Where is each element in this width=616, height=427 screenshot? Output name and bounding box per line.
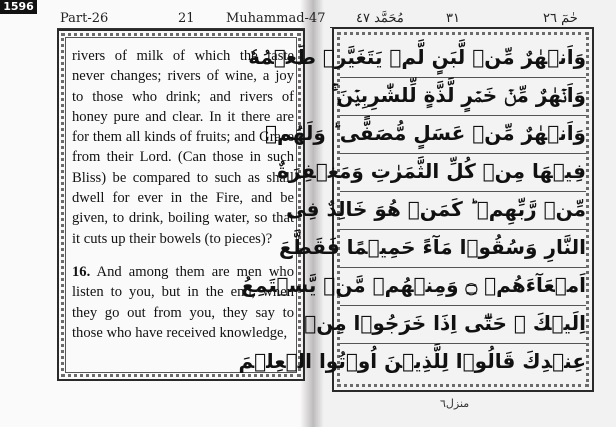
right-page-number: ٣١	[446, 11, 460, 26]
verse-number: 16.	[72, 263, 91, 280]
arabic-line-2: وَاَنۡهٰرٌ مِّنۡ خَمۡرٍ لَّذَّةٍ لِّلشّٰرِبِيۡنَ ۚ	[331, 83, 586, 107]
arabic-line-8: اِلَيۡكَ ۚ حَتّٰٓى اِذَا خَرَجُوۡا مِنۡ	[304, 311, 586, 335]
arabic-line-5: مِّنۡ رَّبِّهِمۡ ؕ كَمَنۡ هُوَ خَالِدٌ فِى	[286, 197, 586, 221]
part-label-arabic: حٰمٓ ٢٦	[543, 11, 578, 26]
surah-name-arabic: مُحَمَّد ٤٧	[356, 11, 404, 26]
verse-16-text: And among them are men who listen to you, but in the end, when they go out from you, they say to those who have received knowledge,	[72, 263, 295, 341]
arabic-line-4: فِيۡهَا مِنۡ كُلِّ الثَّمَرٰتِ وَمَغۡفِرَةٌ	[277, 159, 586, 183]
manzil-marker: منزل٦	[440, 397, 470, 410]
translation-paragraph-1: rivers of milk of which the taste never changes; rivers of wine, a joy to those who drink; and rivers of honey pure and clear. In it there are for them all kinds of fruits; and Grace from their Lord. (Can those in such Bliss) be compared to such as shall dwell for ever in the Fire, and be given, to drink, boiling water, so that it cuts up their bowels (to pieces)?	[72, 48, 294, 247]
surah-name: Muhammad-47	[226, 11, 326, 26]
arabic-line-1: وَاَنۡهٰرٌ مِّنۡ لَّبَنٍ لَّمۡ يَتَغَيَّرۡ طَعۡمُهٗ	[248, 45, 586, 69]
left-page-number: 21	[178, 11, 195, 26]
arabic-line-7: اَمۡعَآءَهُمۡ ۝ وَمِنۡهُمۡ مَّنۡ يَّسۡتَمِعُ	[241, 273, 586, 297]
arabic-text-block	[238, 40, 586, 385]
page-id-badge: 1596	[0, 0, 37, 14]
arabic-line-3: وَاَنۡهٰرٌ مِّنۡ عَسَلٍ مُّصَفًّى ؕ وَلَهُمۡ	[264, 121, 586, 145]
arabic-line-6: النَّارِ وَسُقُوۡا مَآءً حَمِيۡمًا فَقَطَّعَ	[279, 235, 586, 259]
part-label: Part-26	[60, 11, 109, 26]
arabic-line-9: عِنۡدِكَ قَالُوۡا لِلَّذِيۡنَ اُوۡتُوا الۡعِلۡمَ	[238, 349, 586, 373]
